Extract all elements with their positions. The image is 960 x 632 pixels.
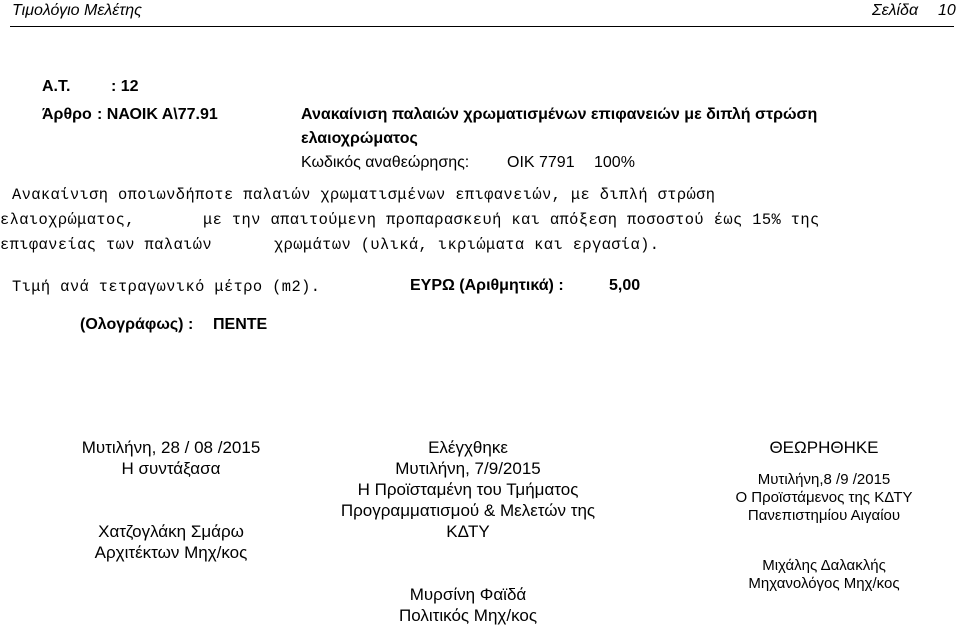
- signature-right-name: Μιχάλης Δαλακλής: [762, 557, 886, 574]
- price-words-value: ΠΕΝΤΕ: [213, 316, 268, 333]
- revision-code: ΟΙΚ 7791: [507, 154, 575, 171]
- signature-right-title: Μηχανολόγος Μηχ/κος: [748, 575, 900, 592]
- signature-right-heading: ΘΕΩΡΗΘΗΚΕ: [769, 438, 879, 457]
- page-number: 10: [938, 2, 956, 19]
- document-title: Τιμολόγιο Μελέτης: [12, 2, 142, 19]
- description-line3-end: χρωμάτων (υλικά, ικριώματα και εργασία).: [274, 236, 660, 254]
- at-value: : 12: [111, 78, 139, 95]
- signature-left-role: Η συντάξασα: [121, 459, 221, 478]
- arthro-label: Άρθρο: [42, 106, 92, 123]
- signature-middle-heading: Ελέγχθηκε: [428, 438, 508, 457]
- description-line2-start: ελαιοχρώματος,: [0, 211, 135, 229]
- revision-label: Κωδικός αναθεώρησης:: [301, 154, 470, 171]
- signature-left-name: Χατζογλάκη Σμάρω: [98, 522, 244, 541]
- description-line2-end: με την απαιτούμενη προπαρασκευή και απόξεση ποσοστού έως 15% της: [203, 211, 820, 229]
- signature-left-place-date: Μυτιλήνη, 28 / 08 /2015: [81, 438, 261, 457]
- signature-left-title: Αρχιτέκτων Μηχ/κος: [94, 543, 248, 562]
- arthro-value: : ΝΑΟΙΚ Α\77.91: [97, 106, 218, 123]
- signature-middle: [318, 437, 618, 626]
- header-divider: [10, 26, 954, 27]
- price-euro-label: ΕΥΡΩ (Αριθμητικά) :: [410, 277, 564, 294]
- signature-middle-role-line3: ΚΔΤΥ: [446, 522, 490, 541]
- signature-middle-place-date: Μυτιλήνη, 7/9/2015: [395, 459, 541, 478]
- page-label: Σελίδα: [872, 2, 919, 19]
- signature-middle-title: Πολιτικός Μηχ/κος: [398, 606, 538, 625]
- revision-percent: 100%: [594, 154, 635, 171]
- signature-middle-role-line2: Προγραμματισμού & Μελετών της: [340, 501, 596, 520]
- signature-middle-name: Μυρσίνη Φαϊδά: [409, 585, 527, 604]
- signature-right-role-line1: Ο Προϊστάμενος της ΚΔΤΥ: [735, 489, 913, 506]
- price-words-label: (Ολογράφως) :: [80, 316, 194, 333]
- price-value: 5,00: [609, 277, 641, 294]
- signature-right-place-date: Μυτιλήνη,8 /9 /2015: [757, 471, 891, 488]
- description-line1: Ανακαίνιση οποιωνδήποτε παλαιών χρωματισμένων επιφανειών, με διπλή στρώση: [12, 186, 716, 204]
- signature-right: [700, 437, 948, 593]
- signature-left: [40, 437, 302, 563]
- description-line3-start: επιφανείας των παλαιών: [0, 236, 212, 254]
- article-title-line2: ελαιοχρώματος: [301, 130, 418, 147]
- signature-right-role-line2: Πανεπιστημίου Αιγαίου: [747, 507, 901, 524]
- article-title-line1: Ανακαίνιση παλαιών χρωματισμένων επιφανειών με διπλή στρώση: [301, 106, 818, 123]
- price-unit-text: Τιμή ανά τετραγωνικό μέτρο (m2).: [12, 278, 321, 296]
- signature-middle-role-line1: Η Προϊσταμένη του Τμήματος: [357, 480, 579, 499]
- at-label: Α.Τ.: [42, 78, 71, 95]
